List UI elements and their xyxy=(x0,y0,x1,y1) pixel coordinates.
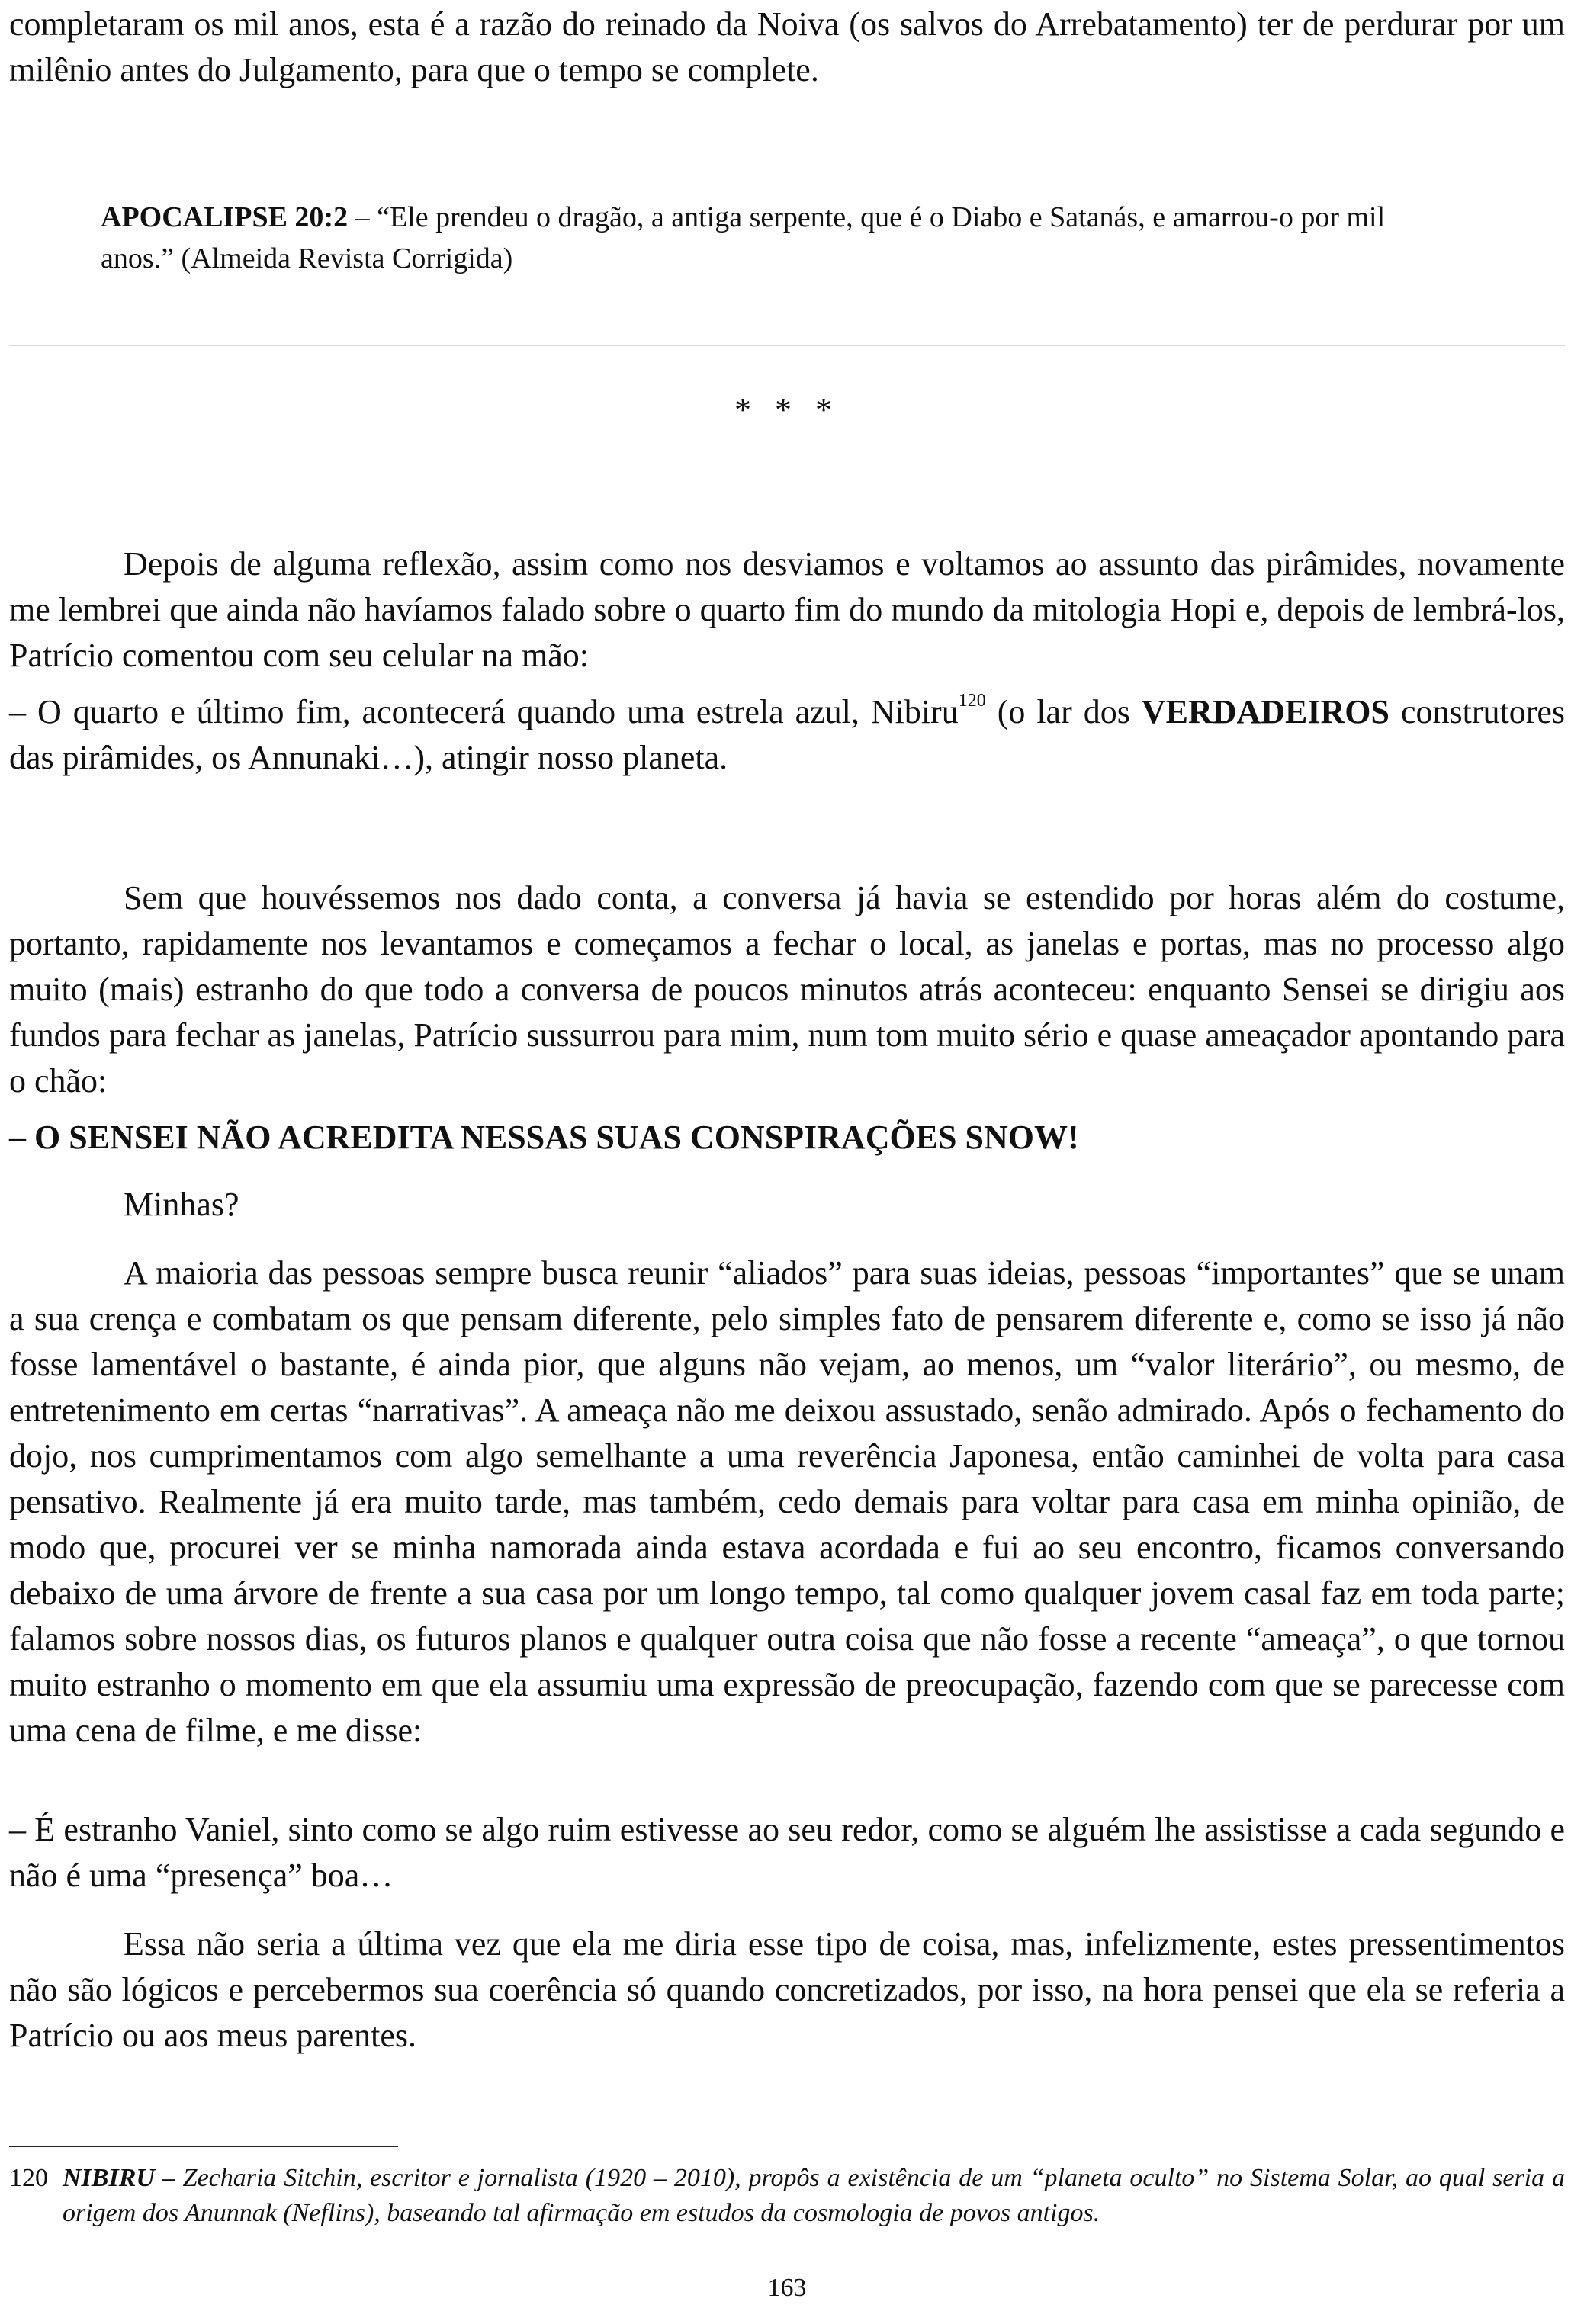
paragraph-reflection: Depois de alguma reflexão, assim como nos desviamos e voltamos ao assunto das pirâmides, novamente me lembrei que ainda não havíamos falado sobre o quarto fim do mundo da mitologia Hopi e, depois de lembrá-los, Patrício comentou com seu celular na mão: xyxy=(9,545,1565,674)
page-number: 163 xyxy=(767,2274,807,2302)
paragraph-fourth-end xyxy=(9,689,1565,781)
paragraph-minhas: Minhas? xyxy=(124,1186,239,1223)
footnote-ref: 120 xyxy=(958,691,986,711)
fourth-end-mid: (o lar dos xyxy=(985,693,1142,730)
paragraph-shout: – O SENSEI NÃO ACREDITA NESSAS SUAS CONSPIRAÇÕES SNOW! xyxy=(9,1119,1079,1156)
footnote-number: 120 xyxy=(9,2164,48,2192)
bible-quote xyxy=(101,197,1458,279)
section-divider-line xyxy=(9,345,1565,346)
paragraph-premonition: Essa não seria a última vez que ela me diria esse tipo de coisa, mas, infelizmente, estes pressentimentos não são lógicos e percebermos sua coerência só quando concretizados, por isso, na hora pensei que ela se referia a Patrício ou aos meus parentes. xyxy=(9,1925,1565,2054)
fourth-end-start: – O quarto e último fim, acontecerá quando uma estrela azul, Nibiru xyxy=(9,693,959,730)
paragraph-warning: – É estranho Vaniel, sinto como se algo ruim estivesse ao seu redor, como se alguém lhe assistisse a cada segundo e não é uma “presença” boa… xyxy=(9,1811,1565,1894)
paragraph-intro: completaram os mil anos, esta é a razão do reinado da Noiva (os salvos do Arrebatamento) ter de perdurar por um milênio antes do Julgamento, para que o tempo se complete. xyxy=(9,5,1565,88)
emphasis-verdadeiros: VERDADEIROS xyxy=(1141,693,1389,730)
footnote xyxy=(9,2161,1565,2231)
paragraph-allies: A maioria das pessoas sempre busca reunir “aliados” para suas ideias, pessoas “importantes” que se unam a sua crença e combatam os que pensam diferente, pelo simples fato de pensarem diferente e, como se isso já não fosse lamentável o bastante, é ainda pior, que alguns não vejam, ao menos, um “valor literário”, ou mesmo, de entretenimento em certas “narrativas”. A ameaça não me deixou assustado, senão admirado. Após o fechamento do dojo, nos cumprimentamos com algo semelhante a uma reverência Japonesa, então caminhei de volta para casa pensativo. Realmente já era muito tarde, mas também, cedo demais para voltar para casa em minha opinião, de modo que, procurei ver se minha namorada ainda estava acordada e fui ao seu encontro, ficamos conversando debaixo de uma árvore de frente a sua casa por um longo tempo, tal como qualquer jovem casal faz em toda parte; falamos sobre nossos dias, os futuros planos e qualquer outra coisa que não fosse a recente “ameaça”, o que tornou muito estranho o momento em que ela assumiu uma expressão de preocupação, fazendo com que se parecesse com uma cena de filme, e me disse: xyxy=(9,1254,1565,1749)
quote-text: – “Ele prendeu o dragão, a antiga serpente, que é o Diabo e Satanás, e amarrou-o por mil anos.” (Almeida Revista Corrigida) xyxy=(101,201,1386,274)
section-separator: * * * xyxy=(734,391,840,429)
footnote-divider xyxy=(9,2146,398,2147)
paragraph-closing-dojo: Sem que houvéssemos nos dado conta, a conversa já havia se estendido por horas além do costume, portanto, rapidamente nos levantamos e começamos a fechar o local, as janelas e portas, mas no processo algo muito (mais) estranho do que todo a conversa de poucos minutos atrás aconteceu: enquanto Sensei se dirigiu aos fundos para fechar as janelas, Patrício sussurrou para mim, num tom muito sério e quase ameaçador apontando para o chão: xyxy=(9,879,1565,1099)
footnote-term: NIBIRU – xyxy=(63,2164,175,2192)
footnote-text: Zecharia Sitchin, escritor e jornalista (1920 – 2010), propôs a existência de um “planeta oculto” no Sistema Solar, ao qual seria a origem dos Anunnak (Neflins), baseando tal afirmação em estudos da cosmologia de povos antigos. xyxy=(63,2164,1565,2227)
quote-reference: APOCALIPSE 20:2 xyxy=(101,201,349,233)
fourth-end-end: construtores das pirâmides, os Annunaki…), atingir nosso planeta. xyxy=(9,693,1565,776)
